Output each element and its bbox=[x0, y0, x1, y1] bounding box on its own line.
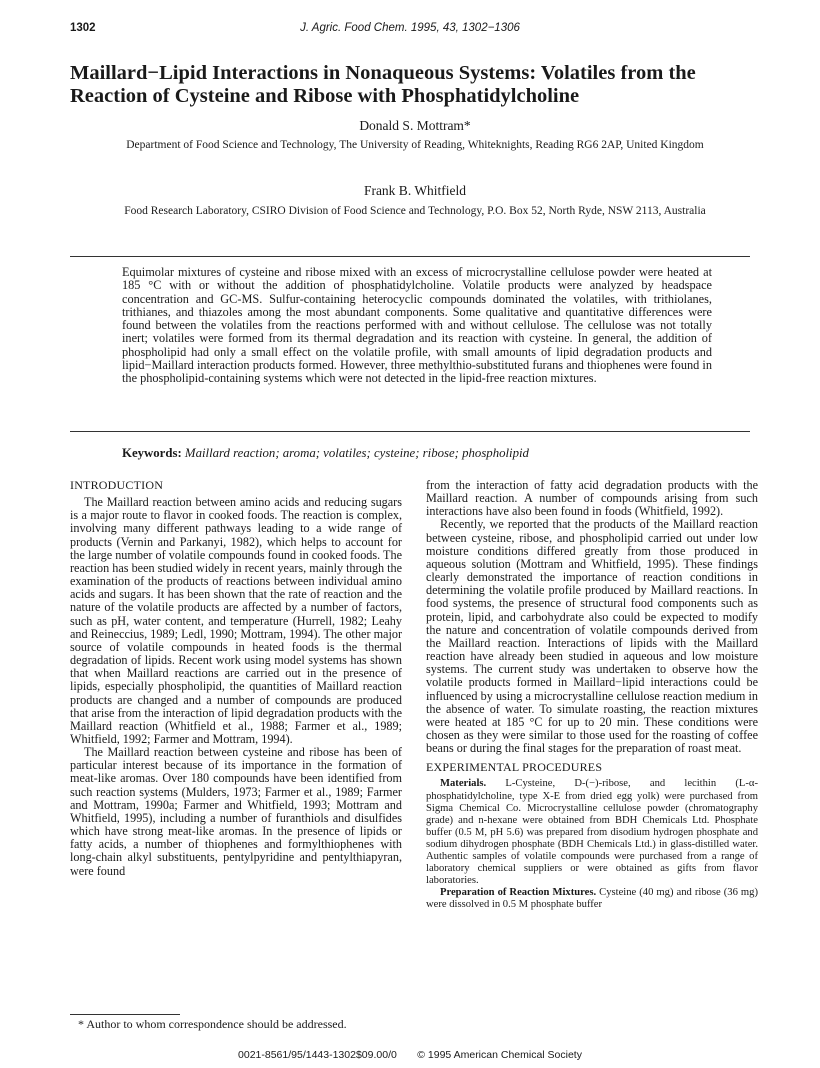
preparation-text: Cysteine (40 mg) and ribose (36 mg) were dissolved in 0.5 M phosphate buffer bbox=[426, 887, 758, 911]
journal-citation: J. Agric. Food Chem. 1995, 43, 1302−1306 bbox=[300, 22, 520, 34]
paragraph: The Maillard reaction between cysteine and ribose has been of particular interest because of its importance in the formation of meat-like aromas. Over 180 compounds have been identified from such reaction systems (Mulders, 1973; Farmer et al., 1989; Farmer and Mottram, 1990a; Farmer and Whitfield, 1993; Mottram and Whitfield, 1995), including a number of furanthiols and disulfides which have strong meat-like aromas. In the presence of lipids or fatty acids, a number of thiophenes and formylthiophenes with long-chain alkyl substituents, pentylpyridine and pentylthiapyran, were found bbox=[70, 745, 402, 878]
paragraph: Recently, we reported that the products of the Maillard reaction between cysteine, ribose, and phospholipid carried out under low moisture conditions differed greatly from those produced in aqueous solution (Mottram and Whitfield, 1995). These findings clearly demonstrated the importance of reaction conditions in determining the volatile profile produced by Maillard reactions. In food systems, the presence of structural food components such as protein, lipid, and carbohydrate also could be expected to modify the nature and concentration of volatile compounds derived from the Maillard reaction. Interactions of lipids with the Maillard reaction have already been studied in aqueous and low moisture systems. The current study was undertaken to observe how the volatile products formed in Maillard−lipid interactions could be influenced by using a microcrystalline cellulose reaction medium in the absence of water. To simulate roasting, the reaction mixtures were heated at 185 °C for up to 20 min. These conditions were chosen as they were similar to those used for the roasting of coffee beans or during the final stages for the preparation of roast meat. bbox=[426, 517, 758, 756]
paragraph: from the interaction of fatty acid degradation products with the Maillard reaction. A number of compounds arising from such interactions have also been found in foods (Whitfield, 1992). bbox=[426, 478, 758, 519]
author-name: Donald S. Mottram* bbox=[359, 118, 471, 133]
footnote-rule bbox=[70, 1014, 180, 1015]
materials-text: L-Cysteine, D-(−)-ribose, and lecithin (L-α-phosphatidylcholine, type X-E from dried egg yolk) were purchased from Sigma Chemical Co. Microcrystalline cellulose powder (chromatography grade) and n-hexane were obtained from BDH Chemicals Ltd. Phosphate buffer (0.5 M, pH 5.6) was prepared from disodium hydrogen phosphate and sodium dihydrogen phosphate (BDH Chemicals Ltd.) in glass-distilled water. Authentic samples of volatile compounds were purchased from a range of laboratory chemical suppliers or were obtained as gifts from flavor laboratories. bbox=[426, 778, 758, 887]
section-heading-experimental: EXPERIMENTAL PROCEDURES bbox=[426, 760, 603, 775]
author-affiliation: Food Research Laboratory, CSIRO Division of Food Science and Technology, P.O. Box 52, North Ryde, NSW 2113, Australia bbox=[124, 205, 706, 217]
abstract: Equimolar mixtures of cysteine and ribose mixed with an excess of microcrystalline cellulose powder were heated at 185 °C with or without the addition of phosphatidylcholine. Volatile products were analyzed by headspace concentration and GC-MS. Sulfur-containing heterocyclic compounds dominated the volatiles, with trithiolanes, trithianes, and thiazoles among the most abundant components. Some qualitative and quantitative differences were found between the volatiles from the reactions performed with and without cellulose. The cellulose was not totally inert; volatiles were formed from its thermal degradation and its reaction with cysteine. In general, the addition of phospholipid had only a small effect on the volatile profile, with small amounts of lipid degradation products and lipid−Maillard interaction products formed. However, three methylthio-substituted furans and thiophenes were found in the phospholipid-containing systems which were not detected in the lipid-free reaction mixtures. bbox=[122, 265, 712, 386]
abstract-top-rule bbox=[70, 256, 750, 257]
preparation-heading: Preparation of Reaction Mixtures. bbox=[440, 887, 597, 899]
abstract-bottom-rule bbox=[70, 431, 750, 432]
right-column bbox=[426, 479, 758, 911]
running-header bbox=[70, 22, 750, 38]
article-title: Maillard−Lipid Interactions in Nonaqueous Systems: Volatiles from the Reaction of Cysteine and Ribose with Phosphatidylcholine bbox=[70, 62, 696, 107]
article-code: 0021-8561/95/1443-1302$09.00/0 bbox=[238, 1049, 397, 1061]
materials-paragraph bbox=[426, 778, 758, 887]
preparation-paragraph bbox=[426, 887, 758, 911]
page-footer bbox=[70, 1049, 750, 1061]
keywords-text: Maillard reaction; aroma; volatiles; cysteine; ribose; phospholipid bbox=[184, 446, 529, 460]
author-affiliation: Department of Food Science and Technology, The University of Reading, Whiteknights, Reading RG6 2AP, United Kingdom bbox=[126, 139, 704, 151]
page-number: 1302 bbox=[70, 22, 96, 34]
section-heading-introduction: INTRODUCTION bbox=[70, 478, 164, 492]
copyright: © 1995 American Chemical Society bbox=[417, 1049, 582, 1061]
correspondence-footnote: * Author to whom correspondence should be addressed. bbox=[78, 1017, 347, 1031]
author-name: Frank B. Whitfield bbox=[363, 183, 467, 198]
keywords bbox=[122, 446, 742, 461]
left-column bbox=[70, 479, 402, 878]
materials-heading: Materials. bbox=[440, 778, 487, 790]
paragraph: The Maillard reaction between amino acids and reducing sugars is a major route to flavor in cooked foods. The reaction is complex, involving many different pathways leading to a wide range of products (Vernin and Parkanyi, 1982), which helps to account for the large number of volatile compounds found in cooked foods. The reaction has been studied widely in recent years, mainly through the examination of the products of reactions between individual amino acids and sugars. It has been shown that the rate of reaction and the nature of the volatile products are affected by a number of factors, such as pH, water content, and temperature (Hurrell, 1982; Leahy and Reineccius, 1989; Ledl, 1990; Mottram, 1994). The other major source of volatile compounds in heated foods is the thermal degradation of lipids. Recent work using model systems has shown that when Maillard reactions are carried out in the presence of lipids, especially phospholipid, the quantities of Maillard reaction products are changed and a number of compounds are produced that arise from the interaction of lipid degradation products with the Maillard reaction (Whitfield et al., 1988; Farmer et al., 1989; Whitfield, 1992; Farmer and Mottram, 1994). bbox=[70, 495, 403, 746]
keywords-label: Keywords: bbox=[122, 446, 182, 460]
